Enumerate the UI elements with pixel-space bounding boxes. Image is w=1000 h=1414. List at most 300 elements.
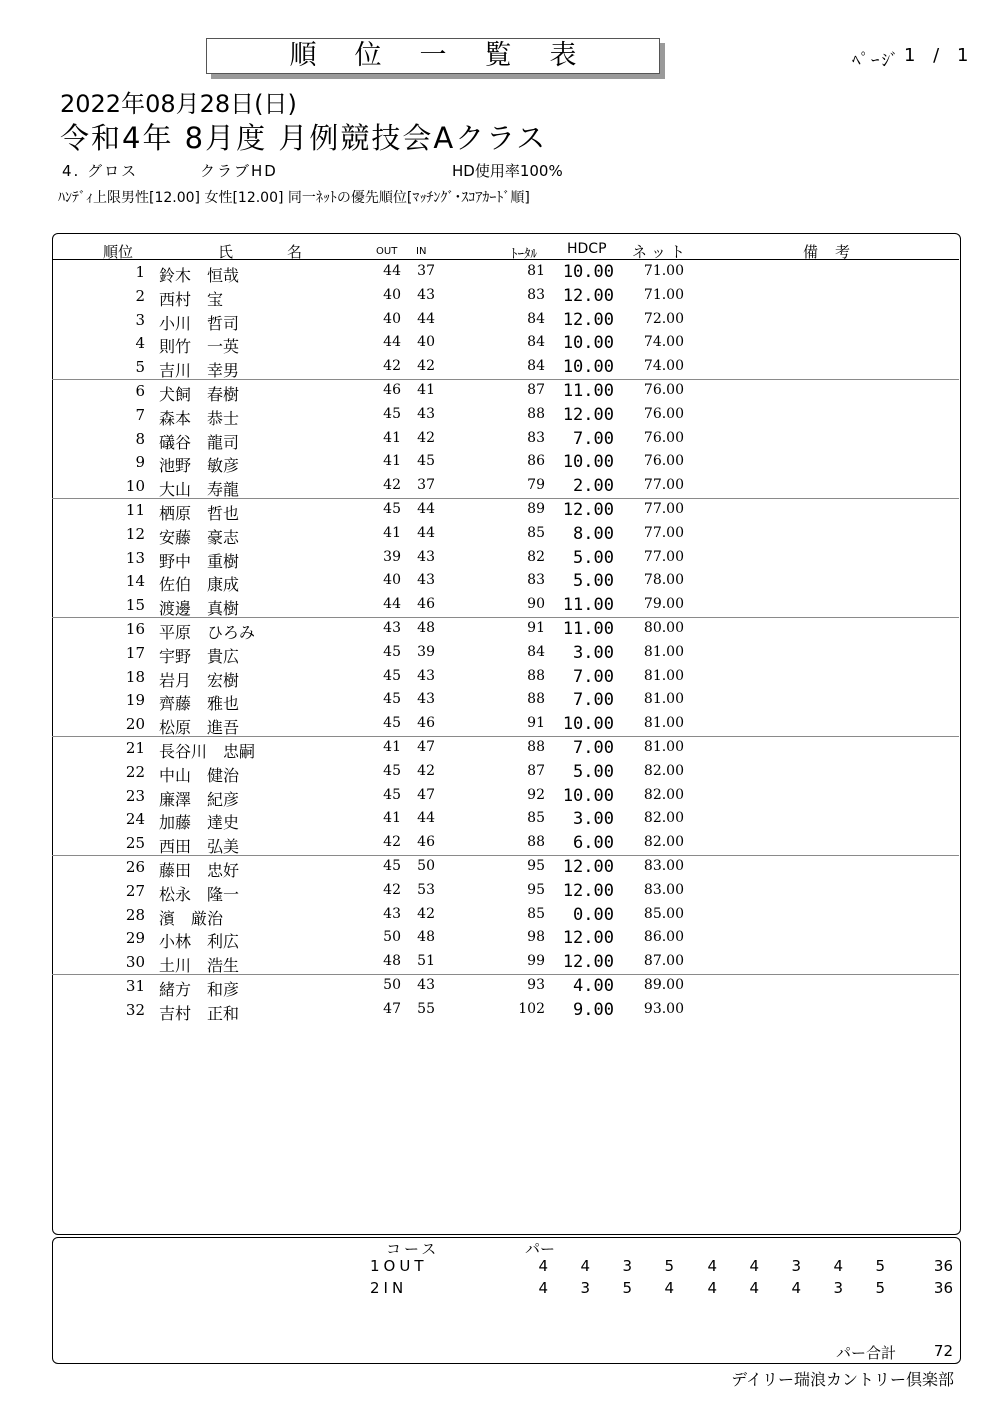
out-score-cell: 45 (383, 405, 401, 422)
out-score-cell: 39 (383, 548, 401, 565)
hdcp-cell: 12.00 (562, 285, 614, 306)
net-score-cell: 93.00 (643, 1000, 684, 1017)
total-score-cell: 82 (527, 548, 545, 565)
hole-par: 4 (538, 1279, 548, 1297)
hdcp-cell: 3.00 (573, 809, 614, 830)
total-score-cell: 84 (527, 643, 545, 660)
hdcp-cell: 10.00 (562, 785, 614, 806)
rank-cell: 26 (125, 858, 145, 876)
net-score-cell: 81.00 (643, 715, 684, 732)
group-divider (52, 855, 959, 856)
net-score-cell: 76.00 (643, 405, 684, 422)
out-score-cell: 45 (383, 667, 401, 684)
course-label: コース (386, 1240, 440, 1258)
hole-par: 4 (749, 1279, 759, 1297)
total-score-cell: 93 (527, 977, 545, 993)
hdcp-cell: 12.00 (562, 928, 614, 949)
hdcp-cell: 7.00 (573, 428, 614, 449)
group-divider (52, 379, 959, 380)
in-score-cell: 43 (417, 572, 435, 589)
rank-cell: 25 (125, 834, 145, 853)
name-cell: 犬飼 春樹 (159, 385, 240, 404)
total-score-cell: 92 (527, 786, 545, 803)
col-header-total: ﾄｰﾀﾙ (511, 247, 537, 262)
total-score-cell: 87 (527, 382, 545, 398)
in-score-cell: 43 (417, 548, 435, 565)
hdcp-cell: 11.00 (562, 381, 614, 401)
in-score-cell: 44 (417, 524, 435, 541)
in-score-cell: 47 (417, 786, 435, 803)
hdcp-cell: 6.00 (573, 833, 614, 854)
hdcp-cell: 9.00 (573, 999, 614, 1020)
total-score-cell: 88 (527, 667, 545, 684)
out-score-cell: 41 (383, 453, 401, 470)
total-score-cell: 84 (527, 310, 545, 327)
out-score-cell: 45 (383, 762, 401, 779)
name-cell: 長谷川 忠嗣 (159, 742, 256, 761)
net-score-cell: 71.00 (643, 286, 684, 303)
total-score-cell: 79 (527, 477, 545, 494)
in-score-cell: 40 (417, 334, 435, 351)
total-score-cell: 88 (527, 691, 545, 708)
hdcp-cell: 10.00 (562, 262, 614, 282)
net-score-cell: 81.00 (643, 667, 684, 684)
table-row (52, 787, 959, 811)
net-score-cell: 81.00 (643, 691, 684, 708)
rank-cell: 19 (125, 691, 145, 710)
name-cell: 中山 健治 (159, 765, 240, 785)
total-score-cell: 91 (527, 620, 545, 636)
table-row (52, 572, 959, 596)
table-row (52, 287, 959, 311)
name-cell: 則竹 一英 (159, 337, 240, 357)
rank-cell: 30 (125, 953, 145, 972)
name-cell: 緒方 和彦 (159, 980, 240, 999)
total-score-cell: 98 (527, 929, 545, 946)
rank-cell: 5 (135, 358, 145, 377)
net-score-cell: 74.00 (643, 358, 684, 375)
in-score-cell: 46 (417, 834, 435, 851)
page-label: ﾍﾟｰｼﾞ (852, 51, 901, 71)
name-cell: 宇野 貴広 (159, 646, 240, 666)
net-score-cell: 82.00 (643, 786, 684, 803)
net-score-cell: 86.00 (643, 929, 684, 946)
out-score-cell: 40 (383, 310, 401, 327)
total-score-cell: 88 (527, 739, 545, 755)
total-score-cell: 86 (527, 453, 545, 470)
name-cell: 松永 隆一 (159, 884, 240, 904)
hdcp-cell: 12.00 (562, 404, 614, 425)
out-score-cell: 40 (383, 572, 401, 589)
table-row (52, 1001, 959, 1025)
col-header-rank: 順位 (103, 243, 134, 261)
out-score-cell: 50 (383, 929, 401, 946)
hdcp-cell: 4.00 (573, 976, 614, 996)
in-score-cell: 47 (417, 739, 435, 755)
net-score-cell: 72.00 (643, 310, 684, 327)
col-header-in: IN (416, 246, 427, 257)
hole-par: 4 (538, 1257, 548, 1275)
in-score-cell: 44 (417, 810, 435, 827)
name-cell: 小川 哲司 (159, 313, 240, 333)
table-row (52, 453, 959, 477)
name-cell: 濱 厳治 (159, 908, 224, 928)
name-cell: 栖原 哲也 (159, 504, 240, 523)
rank-cell: 7 (135, 405, 145, 424)
out-score-cell: 42 (383, 834, 401, 851)
score-format: 4. グロス (62, 162, 139, 180)
hdcp-cell: 3.00 (573, 642, 614, 663)
net-score-cell: 87.00 (643, 953, 684, 970)
net-score-cell: 77.00 (643, 524, 684, 541)
hdcp-cell: 0.00 (573, 904, 614, 925)
net-score-cell: 82.00 (643, 762, 684, 779)
handicap-note: ﾊﾝﾃﾞｨ上限男性[12.00] 女性[12.00] 同一ﾈｯﾄの優先順位[ﾏｯﾁﾝｸﾞ･ｽｺｱｶｰﾄﾞ順] (58, 190, 530, 206)
rank-cell: 1 (135, 263, 145, 281)
col-header-hdcp: HDCP (567, 241, 607, 257)
out-score-cell: 44 (383, 263, 401, 279)
total-score-cell: 83 (527, 286, 545, 303)
name-cell: 森本 恭士 (159, 408, 240, 428)
name-cell: 佐伯 康成 (159, 575, 240, 595)
out-score-cell: 46 (383, 382, 401, 398)
in-score-cell: 45 (417, 453, 435, 470)
hdcp-cell: 12.00 (562, 952, 614, 973)
name-cell: 藤田 忠好 (159, 861, 240, 880)
rank-cell: 18 (125, 667, 145, 686)
col-header-out: OUT (376, 246, 398, 257)
table-row (52, 691, 959, 715)
net-score-cell: 71.00 (643, 263, 684, 279)
out-score-cell: 45 (383, 691, 401, 708)
name-cell: 西田 弘美 (159, 837, 240, 857)
par-total-value: 72 (933, 1342, 953, 1360)
rank-cell: 11 (125, 501, 145, 519)
hole-par: 3 (580, 1279, 590, 1297)
net-score-cell: 76.00 (643, 453, 684, 470)
net-score-cell: 80.00 (643, 620, 684, 636)
table-row (52, 263, 959, 287)
rank-cell: 14 (125, 572, 145, 591)
hdcp-cell: 5.00 (573, 547, 614, 568)
table-row (52, 906, 959, 930)
table-row (52, 382, 959, 406)
in-score-cell: 48 (417, 620, 435, 636)
total-score-cell: 83 (527, 429, 545, 446)
rank-cell: 4 (135, 334, 145, 353)
hole-par: 3 (791, 1257, 801, 1275)
table-row (52, 810, 959, 834)
name-cell: 鈴木 恒哉 (159, 266, 240, 285)
name-cell: 岩月 宏樹 (159, 670, 240, 690)
group-divider (52, 974, 959, 975)
in-score-cell: 46 (417, 596, 435, 613)
hole-par: 4 (791, 1279, 801, 1297)
hole-par: 5 (622, 1279, 632, 1297)
in-score-cell: 42 (417, 429, 435, 446)
hole-par: 4 (664, 1279, 674, 1297)
net-score-cell: 77.00 (643, 501, 684, 517)
rank-cell: 8 (135, 429, 145, 448)
name-cell: 野中 重樹 (159, 551, 240, 571)
name-cell: 松原 進吾 (159, 718, 240, 738)
page-title: 順位一覧表 (206, 38, 660, 74)
name-cell: 廉澤 紀彦 (159, 789, 240, 809)
rank-cell: 3 (135, 310, 145, 329)
out-score-cell: 42 (383, 358, 401, 375)
net-score-cell: 83.00 (643, 858, 684, 874)
out-score-cell: 40 (383, 286, 401, 303)
table-row (52, 644, 959, 668)
table-row (52, 858, 959, 882)
rank-cell: 28 (125, 905, 145, 924)
in-score-cell: 53 (417, 881, 435, 898)
name-cell: 池野 敏彦 (159, 456, 240, 476)
table-row (52, 929, 959, 953)
rank-cell: 22 (125, 762, 145, 781)
total-score-cell: 88 (527, 834, 545, 851)
rank-cell: 10 (125, 477, 145, 496)
out-score-cell: 41 (383, 810, 401, 827)
table-row (52, 334, 959, 358)
rank-cell: 16 (125, 620, 145, 638)
hdcp-cell: 5.00 (573, 761, 614, 782)
table-row (52, 525, 959, 549)
net-score-cell: 85.00 (643, 905, 684, 922)
total-score-cell: 91 (527, 715, 545, 732)
col-header-remarks-2: 考 (835, 243, 851, 261)
out-score-cell: 45 (383, 715, 401, 732)
out-score-cell: 44 (383, 334, 401, 351)
rank-cell: 23 (125, 786, 145, 805)
course-par-total: 36 (933, 1279, 953, 1297)
name-cell: 平原 ひろみ (159, 623, 256, 642)
rank-cell: 6 (135, 382, 145, 400)
page-number: 1 / 1 (904, 45, 975, 66)
rank-cell: 24 (125, 810, 145, 829)
table-row (52, 501, 959, 525)
rank-cell: 29 (125, 929, 145, 948)
table-row (52, 739, 959, 763)
name-cell: 西村 宝 (159, 289, 224, 309)
handicap-rate: HD使用率100% (452, 162, 563, 180)
net-score-cell: 81.00 (643, 643, 684, 660)
total-score-cell: 90 (527, 596, 545, 613)
hdcp-cell: 5.00 (573, 571, 614, 592)
in-score-cell: 37 (417, 477, 435, 494)
in-score-cell: 44 (417, 501, 435, 517)
rank-cell: 17 (125, 643, 145, 662)
net-score-cell: 77.00 (643, 548, 684, 565)
in-score-cell: 51 (417, 953, 435, 970)
hdcp-cell: 10.00 (562, 357, 614, 378)
table-header-divider (52, 259, 959, 260)
total-score-cell: 95 (527, 858, 545, 874)
table-row (52, 311, 959, 335)
in-score-cell: 42 (417, 905, 435, 922)
hole-par: 3 (833, 1279, 843, 1297)
table-row (52, 430, 959, 454)
name-cell: 土川 浩生 (159, 956, 240, 976)
hdcp-cell: 12.00 (562, 857, 614, 877)
rank-cell: 32 (125, 1000, 145, 1019)
hdcp-cell: 12.00 (562, 500, 614, 520)
rank-cell: 15 (125, 596, 145, 615)
rank-cell: 13 (125, 548, 145, 567)
total-score-cell: 89 (527, 501, 545, 517)
col-header-name-1: 氏 (218, 243, 234, 261)
hdcp-cell: 10.00 (562, 714, 614, 735)
out-score-cell: 45 (383, 643, 401, 660)
name-cell: 礒谷 龍司 (159, 432, 240, 452)
hole-par: 4 (707, 1257, 717, 1275)
par-label: パー (525, 1240, 556, 1258)
course-name: 2IN (370, 1279, 408, 1297)
in-score-cell: 41 (417, 382, 435, 398)
out-score-cell: 44 (383, 596, 401, 613)
in-score-cell: 43 (417, 977, 435, 993)
name-cell: 安藤 豪志 (159, 527, 240, 547)
col-header-name-2: 名 (287, 243, 303, 261)
handicap-type: クラブHD (200, 162, 278, 180)
net-score-cell: 82.00 (643, 810, 684, 827)
in-score-cell: 55 (417, 1000, 435, 1017)
table-row (52, 977, 959, 1001)
out-score-cell: 50 (383, 977, 401, 993)
net-score-cell: 76.00 (643, 429, 684, 446)
in-score-cell: 43 (417, 667, 435, 684)
group-divider (52, 736, 959, 737)
in-score-cell: 50 (417, 858, 435, 874)
out-score-cell: 41 (383, 739, 401, 755)
table-row (52, 668, 959, 692)
net-score-cell: 77.00 (643, 477, 684, 494)
total-score-cell: 83 (527, 572, 545, 589)
hdcp-cell: 8.00 (573, 523, 614, 544)
course-row (0, 1279, 1000, 1301)
out-score-cell: 41 (383, 524, 401, 541)
out-score-cell: 42 (383, 477, 401, 494)
hole-par: 5 (875, 1257, 885, 1275)
rank-cell: 31 (125, 977, 145, 995)
out-score-cell: 45 (383, 786, 401, 803)
table-row (52, 882, 959, 906)
hole-par: 5 (875, 1279, 885, 1297)
out-score-cell: 43 (383, 905, 401, 922)
name-cell: 渡邊 真樹 (159, 599, 240, 619)
event-date: 2022年08月28日(日) (60, 90, 297, 118)
total-score-cell: 88 (527, 405, 545, 422)
total-score-cell: 95 (527, 881, 545, 898)
name-cell: 吉村 正和 (159, 1003, 240, 1023)
rank-cell: 20 (125, 715, 145, 734)
total-score-cell: 85 (527, 810, 545, 827)
table-row (52, 620, 959, 644)
table-row (52, 406, 959, 430)
net-score-cell: 82.00 (643, 834, 684, 851)
in-score-cell: 37 (417, 263, 435, 279)
in-score-cell: 43 (417, 405, 435, 422)
net-score-cell: 89.00 (643, 977, 684, 993)
net-score-cell: 78.00 (643, 572, 684, 589)
hdcp-cell: 11.00 (562, 595, 614, 616)
total-score-cell: 85 (527, 905, 545, 922)
in-score-cell: 42 (417, 762, 435, 779)
total-score-cell: 87 (527, 762, 545, 779)
total-score-cell: 84 (527, 334, 545, 351)
hdcp-cell: 7.00 (573, 690, 614, 711)
total-score-cell: 85 (527, 524, 545, 541)
out-score-cell: 42 (383, 881, 401, 898)
net-score-cell: 83.00 (643, 881, 684, 898)
rank-cell: 27 (125, 881, 145, 900)
total-score-cell: 102 (518, 1000, 545, 1017)
in-score-cell: 42 (417, 358, 435, 375)
table-row (52, 763, 959, 787)
total-score-cell: 84 (527, 358, 545, 375)
col-header-remarks-1: 備 (803, 243, 819, 261)
hdcp-cell: 10.00 (562, 452, 614, 473)
rank-cell: 12 (125, 524, 145, 543)
table-row (52, 549, 959, 573)
name-cell: 齊藤 雅也 (159, 694, 240, 714)
net-score-cell: 76.00 (643, 382, 684, 398)
out-score-cell: 47 (383, 1000, 401, 1017)
group-divider (52, 617, 959, 618)
name-cell: 小林 利広 (159, 932, 240, 952)
name-cell: 吉川 幸男 (159, 361, 240, 381)
in-score-cell: 39 (417, 643, 435, 660)
rank-cell: 2 (135, 286, 145, 305)
name-cell: 加藤 達史 (159, 813, 240, 833)
name-cell: 大山 寿龍 (159, 480, 240, 500)
hole-par: 5 (664, 1257, 674, 1275)
out-score-cell: 43 (383, 620, 401, 636)
net-score-cell: 74.00 (643, 334, 684, 351)
course-name: 1OUT (370, 1257, 428, 1275)
course-par-total: 36 (933, 1257, 953, 1275)
in-score-cell: 43 (417, 691, 435, 708)
hole-par: 4 (707, 1279, 717, 1297)
in-score-cell: 48 (417, 929, 435, 946)
hdcp-cell: 7.00 (573, 666, 614, 687)
net-score-cell: 81.00 (643, 739, 684, 755)
hdcp-cell: 2.00 (573, 476, 614, 497)
out-score-cell: 41 (383, 429, 401, 446)
col-header-net: ネット (632, 243, 690, 261)
hdcp-cell: 12.00 (562, 880, 614, 901)
out-score-cell: 48 (383, 953, 401, 970)
in-score-cell: 43 (417, 286, 435, 303)
total-score-cell: 99 (527, 953, 545, 970)
out-score-cell: 45 (383, 501, 401, 517)
hole-par: 4 (749, 1257, 759, 1275)
total-score-cell: 81 (527, 263, 545, 279)
rank-cell: 21 (125, 739, 145, 757)
in-score-cell: 46 (417, 715, 435, 732)
par-total-label: パー合計 (836, 1344, 897, 1362)
hole-par: 4 (833, 1257, 843, 1275)
out-score-cell: 45 (383, 858, 401, 874)
hdcp-cell: 10.00 (562, 333, 614, 354)
hdcp-cell: 11.00 (562, 619, 614, 639)
rank-cell: 9 (135, 453, 145, 472)
club-name: デイリー瑞浪カントリー倶楽部 (731, 1370, 954, 1389)
hole-par: 4 (580, 1257, 590, 1275)
event-name: 令和4年 8月度 月例競技会Aクラス (60, 121, 548, 155)
net-score-cell: 79.00 (643, 596, 684, 613)
hdcp-cell: 12.00 (562, 309, 614, 330)
